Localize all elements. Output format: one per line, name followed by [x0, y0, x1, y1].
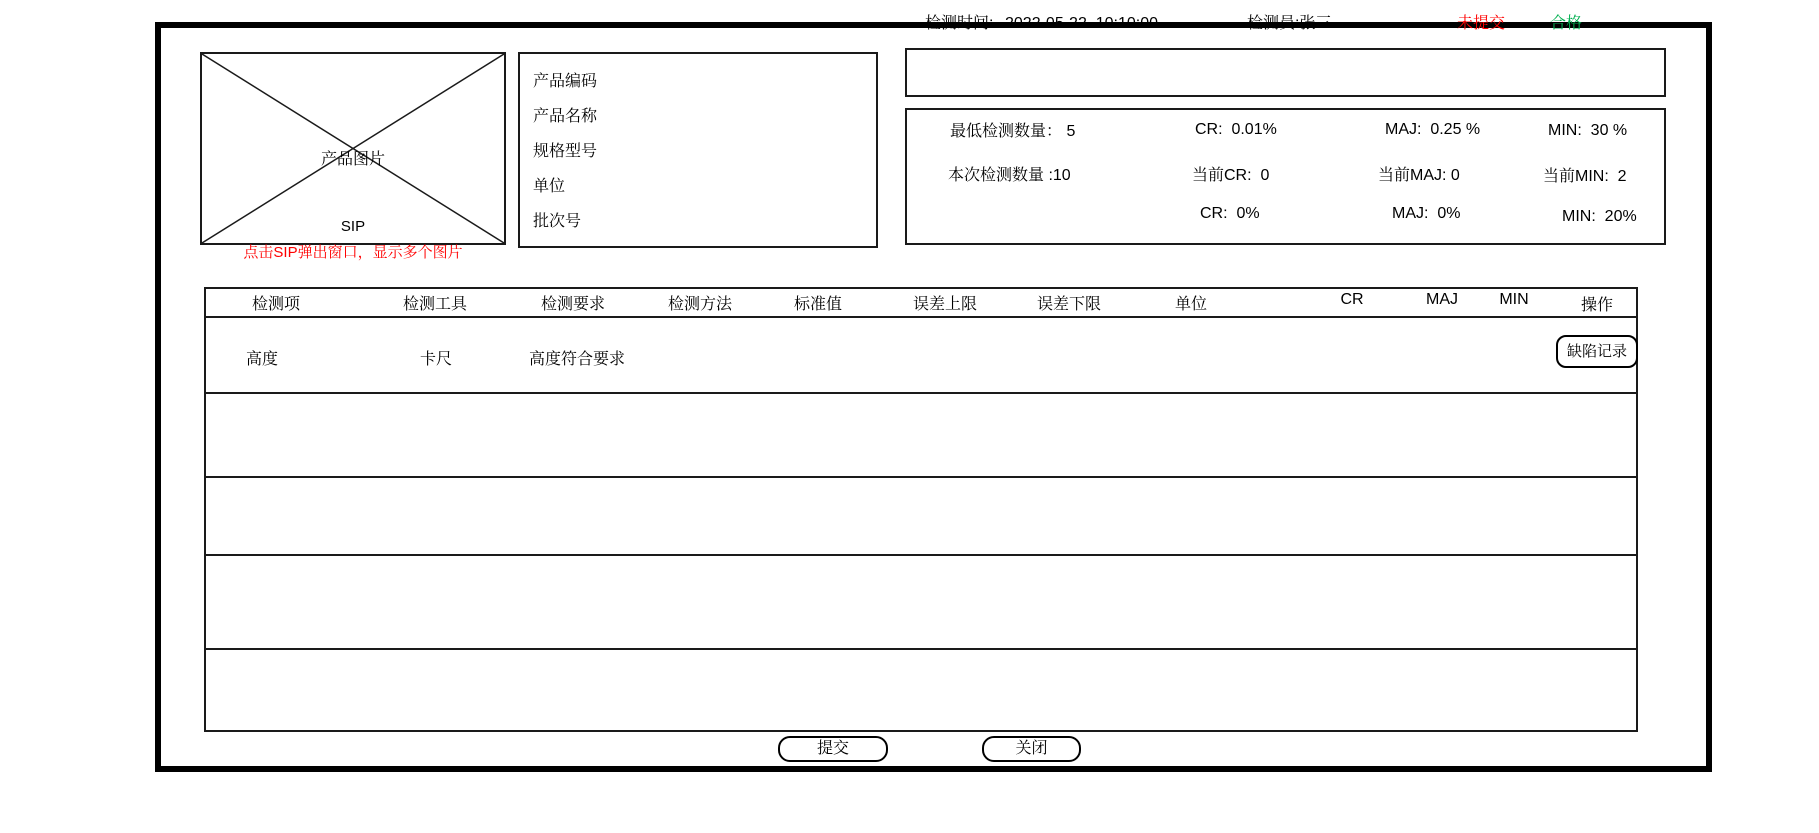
col-header-action: 操作 [1580, 297, 1614, 314]
col-header-min: MIN [1499, 291, 1529, 308]
sip-tip-text: 点击SIP弹出窗口，显示多个图片 [243, 244, 463, 261]
stat-current-qty: 本次检测数量 :10 [948, 167, 1071, 184]
field-label-batch-number: 批次号 [533, 213, 582, 230]
submit-button[interactable]: 提交 [778, 736, 888, 762]
stat-min-inspect-qty: 最低检测数量： 5 [950, 123, 1076, 140]
table-row-divider [206, 648, 1636, 650]
stat-cr-rate: CR: 0% [1200, 205, 1260, 222]
col-header-requirement: 检测要求 [540, 296, 606, 313]
product-image-placeholder[interactable] [200, 52, 506, 261]
inspection-time-label: 检测时间: [925, 15, 994, 32]
col-header-inspect-tool: 检测工具 [402, 296, 468, 313]
stat-current-min: 当前MIN: 2 [1543, 168, 1627, 185]
sip-link[interactable]: SIP [340, 218, 366, 235]
stat-min-rate: MIN: 20% [1562, 208, 1637, 225]
table-row-divider [206, 392, 1636, 394]
table-header-divider [206, 316, 1636, 318]
inspector-name: 检测员:张三 [1247, 15, 1332, 32]
col-header-lower-tolerance: 误差下限 [1036, 296, 1102, 313]
stat-current-maj: 当前MAJ: 0 [1378, 167, 1460, 184]
col-header-standard-value: 标准值 [793, 296, 843, 313]
status-unsubmitted-badge: 未提交 [1457, 15, 1506, 32]
field-label-product-name: 产品名称 [533, 108, 598, 125]
defect-record-button[interactable]: 缺陷记录 [1556, 335, 1638, 368]
inspection-time-value: 2022-05-22 10:10:00 [1005, 15, 1159, 32]
field-label-spec-model: 规格型号 [533, 143, 598, 160]
product-image-label: 产品图片 [320, 151, 385, 168]
status-qualified-badge: 合格 [1550, 15, 1583, 32]
field-label-product-code: 产品编码 [533, 73, 598, 90]
field-label-unit: 单位 [533, 178, 566, 195]
col-header-unit: 单位 [1174, 296, 1208, 313]
cell-requirement: 高度符合要求 [529, 351, 626, 368]
col-header-upper-tolerance: 误差上限 [912, 296, 978, 313]
col-header-maj: MAJ [1426, 291, 1458, 308]
stat-current-cr: 当前CR: 0 [1192, 167, 1270, 184]
stat-min-limit: MIN: 30 % [1548, 122, 1628, 139]
close-button[interactable]: 关闭 [982, 736, 1081, 762]
stat-cr-limit: CR: 0.01% [1195, 121, 1277, 138]
table-row-divider [206, 554, 1636, 556]
inspection-header-panel [905, 48, 1666, 97]
cell-inspect-tool: 卡尺 [420, 351, 453, 368]
cell-inspect-item: 高度 [246, 351, 279, 368]
col-header-cr: CR [1340, 291, 1364, 308]
col-header-method: 检测方法 [667, 296, 733, 313]
col-header-inspect-item: 检测项 [251, 296, 301, 313]
stat-maj-rate: MAJ: 0% [1392, 205, 1461, 222]
stat-maj-limit: MAJ: 0.25 % [1385, 121, 1481, 138]
table-row-divider [206, 476, 1636, 478]
